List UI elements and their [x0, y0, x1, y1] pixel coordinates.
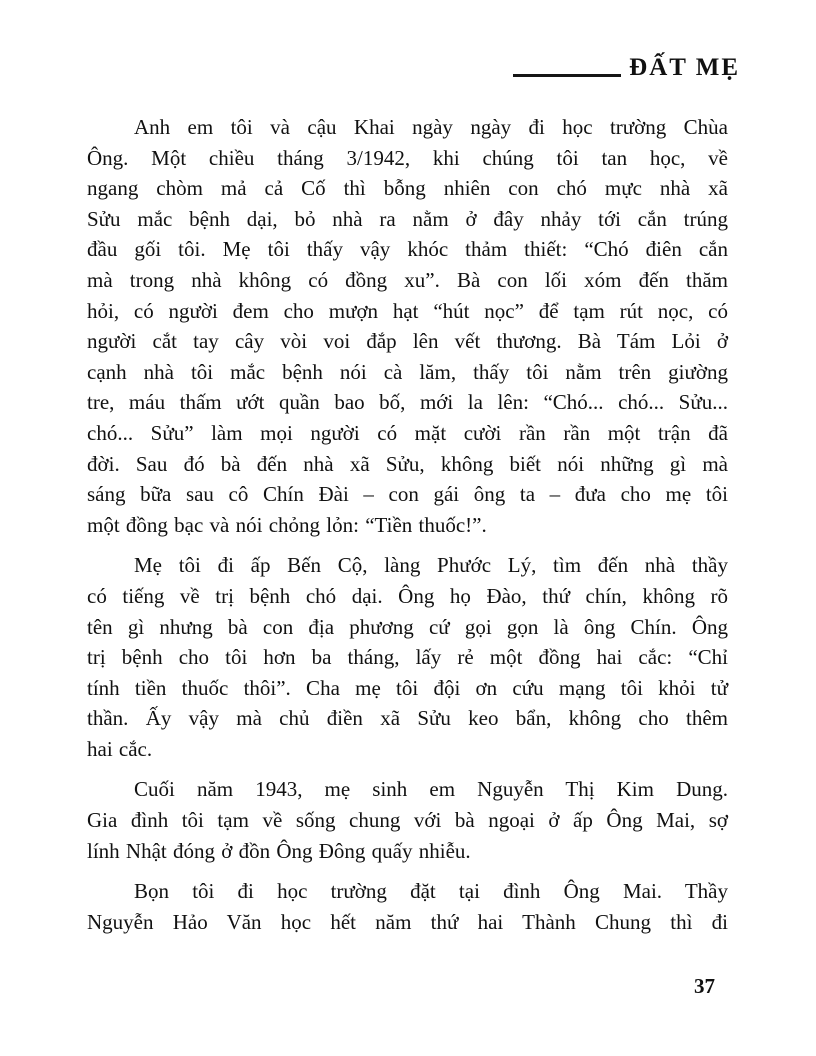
paragraph — [87, 550, 728, 764]
text-line: Mẹ tôi đi ấp Bến Cộ, làng Phước Lý, tìm đến nhà thầy — [134, 553, 728, 578]
text-line: một đồng bạc và nói chỏng lỏn: “Tiền thuốc!”. — [87, 512, 487, 537]
page-number: 37 — [694, 974, 715, 998]
text-line: Nguyễn Hảo Văn học hết năm thứ hai Thành Chung thì đi — [87, 909, 728, 934]
paragraph — [87, 774, 728, 866]
text-line: tre, máu thấm ướt quần bao bố, mới la lên: “Chó... chó... Sửu... — [87, 390, 728, 415]
text-line: mà trong nhà không có đồng xu”. Bà con lối xóm đến thăm — [87, 267, 728, 292]
text-line: tính tiền thuốc thôi”. Cha mẹ tôi đội ơn cứu mạng tôi khỏi tử — [87, 675, 728, 700]
text-line: sáng bữa sau cô Chín Đài – con gái ông ta – đưa cho mẹ tôi — [87, 482, 728, 507]
text-line: Sửu mắc bệnh dại, bỏ nhà ra nằm ở đây nhảy tới cắn trúng — [87, 206, 728, 231]
text-line: người cắt tay cây vòi voi đắp lên vết thương. Bà Tám Lỏi ở — [87, 329, 728, 354]
paragraph — [87, 112, 728, 540]
text-line: ngang chòm mả cả Cố thì bỗng nhiên con chó mực nhà xã — [87, 176, 728, 201]
text-line: hỏi, có người đem cho mượn hạt “hút nọc” để tạm rút nọc, có — [87, 298, 728, 323]
text-line: Bọn tôi đi học trường đặt tại đình Ông Mai. Thầy — [134, 879, 728, 904]
text-line: thần. Ấy vậy mà chủ điền xã Sửu keo bẩn, không cho thêm — [87, 706, 728, 731]
text-line: Gia đình tôi tạm về sống chung với bà ngoại ở ấp Ông Mai, sợ — [87, 808, 728, 833]
text-line: Ông. Một chiều tháng 3/1942, khi chúng tôi tan học, về — [87, 145, 728, 170]
text-line: chó... Sửu” làm mọi người có mặt cười rần rần một trận đã — [87, 420, 728, 445]
text-line: Cuối năm 1943, mẹ sinh em Nguyễn Thị Kim Dung. — [134, 777, 728, 802]
text-line: đầu gối tôi. Mẹ tôi thấy vậy khóc thảm thiết: “Chó điên cắn — [87, 237, 728, 262]
chapter-title: ĐẤT MẸ — [629, 54, 740, 81]
text-line: tên gì nhưng bà con địa phương cứ gọi gọn là ông Chín. Ông — [87, 614, 728, 639]
paragraph — [87, 876, 728, 937]
text-line: đời. Sau đó bà đến nhà xã Sửu, không biết nói những gì mà — [87, 451, 728, 476]
header-rule — [513, 74, 621, 77]
text-line: lính Nhật đóng ở đồn Ông Đông quấy nhiễu. — [87, 838, 471, 863]
page-body — [87, 112, 728, 937]
text-line: có tiếng về trị bệnh chó dại. Ông họ Đào, thứ chín, không rõ — [87, 583, 728, 608]
text-line: cạnh nhà tôi mắc bệnh nói cà lăm, thấy tôi nằm trên giường — [87, 359, 728, 384]
text-line: hai cắc. — [87, 736, 153, 761]
text-line: Anh em tôi và cậu Khai ngày ngày đi học trường Chùa — [134, 115, 728, 139]
text-line: trị bệnh cho tôi hơn ba tháng, lấy rẻ một đồng hai cắc: “Chỉ — [87, 645, 728, 670]
running-head — [513, 54, 740, 82]
